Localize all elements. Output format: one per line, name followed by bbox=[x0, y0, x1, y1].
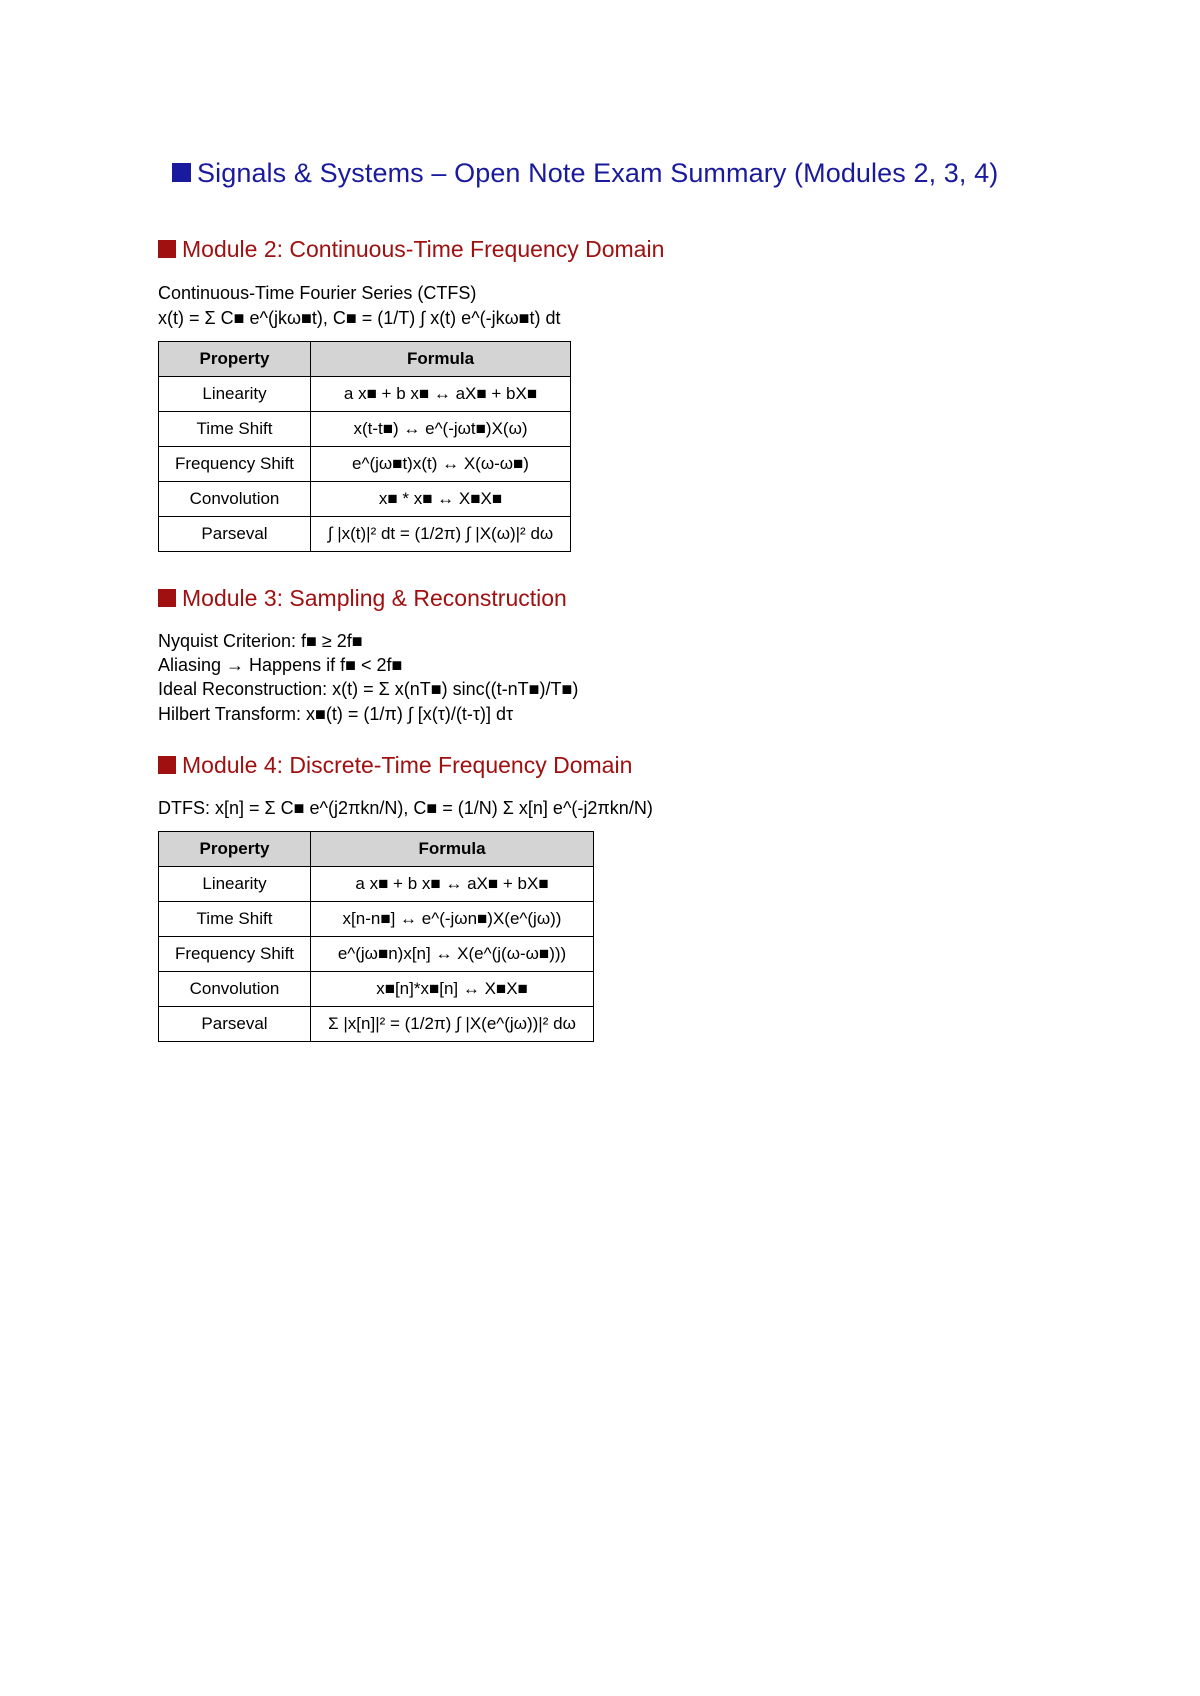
formula-cell: x(t-t■) ↔ e^(-jωt■)X(ω) bbox=[311, 412, 571, 447]
page-title bbox=[172, 158, 998, 189]
ctfs-formula: x(t) = Σ C■ e^(jkω■t), C■ = (1/T) ∫ x(t) e^(-jkω■t) dt bbox=[158, 308, 561, 328]
table-row bbox=[159, 447, 571, 482]
formula-cell: x■[n]*x■[n] ↔ X■X■ bbox=[311, 972, 594, 1007]
nyquist-line: Nyquist Criterion: f■ ≥ 2f■ bbox=[158, 631, 363, 651]
formula-cell: a x■ + b x■ ↔ aX■ + bX■ bbox=[311, 377, 571, 412]
square-bullet-icon bbox=[172, 163, 191, 182]
column-header-formula: Formula bbox=[311, 832, 594, 867]
table-row bbox=[159, 902, 594, 937]
module-3-heading bbox=[158, 585, 567, 612]
dtfs-formula: DTFS: x[n] = Σ C■ e^(j2πkn/N), C■ = (1/N) Σ x[n] e^(-j2πkn/N) bbox=[158, 798, 653, 818]
reconstruction-line: Ideal Reconstruction: x(t) = Σ x(nT■) sinc((t-nT■)/T■) bbox=[158, 679, 579, 699]
module-2-heading bbox=[158, 236, 664, 263]
column-header-property: Property bbox=[159, 832, 311, 867]
table-row bbox=[159, 867, 594, 902]
column-header-formula: Formula bbox=[311, 342, 571, 377]
aliasing-line: Aliasing → Happens if f■ < 2f■ bbox=[158, 655, 403, 675]
property-cell: Linearity bbox=[159, 377, 311, 412]
table-row bbox=[159, 482, 571, 517]
table-row bbox=[159, 1007, 594, 1042]
property-cell: Convolution bbox=[159, 482, 311, 517]
module-4-heading bbox=[158, 752, 632, 779]
table-header-row bbox=[159, 342, 571, 377]
property-cell: Parseval bbox=[159, 517, 311, 552]
property-cell: Frequency Shift bbox=[159, 447, 311, 482]
hilbert-line: Hilbert Transform: x■(t) = (1/π) ∫ [x(τ)/(t-τ)] dτ bbox=[158, 704, 514, 724]
formula-cell: e^(jω■n)x[n] ↔ X(e^(j(ω-ω■))) bbox=[311, 937, 594, 972]
square-bullet-icon bbox=[158, 756, 176, 774]
table-row bbox=[159, 972, 594, 1007]
table-row bbox=[159, 412, 571, 447]
module-4-properties-table bbox=[158, 831, 594, 1042]
property-cell: Linearity bbox=[159, 867, 311, 902]
formula-cell: a x■ + b x■ ↔ aX■ + bX■ bbox=[311, 867, 594, 902]
table-row bbox=[159, 377, 571, 412]
property-cell: Frequency Shift bbox=[159, 937, 311, 972]
page-title-text: Signals & Systems – Open Note Exam Summary (Modules 2, 3, 4) bbox=[197, 158, 999, 188]
module-2-properties-table bbox=[158, 341, 571, 552]
table-row bbox=[159, 937, 594, 972]
module-3-heading-text: Module 3: Sampling & Reconstruction bbox=[182, 585, 567, 611]
table-header-row bbox=[159, 832, 594, 867]
formula-cell: x■ * x■ ↔ X■X■ bbox=[311, 482, 571, 517]
property-cell: Parseval bbox=[159, 1007, 311, 1042]
property-cell: Time Shift bbox=[159, 412, 311, 447]
property-cell: Time Shift bbox=[159, 902, 311, 937]
formula-cell: Σ |x[n]|² = (1/2π) ∫ |X(e^(jω))|² dω bbox=[311, 1007, 594, 1042]
property-cell: Convolution bbox=[159, 972, 311, 1007]
square-bullet-icon bbox=[158, 240, 176, 258]
formula-cell: e^(jω■t)x(t) ↔ X(ω-ω■) bbox=[311, 447, 571, 482]
column-header-property: Property bbox=[159, 342, 311, 377]
formula-cell: ∫ |x(t)|² dt = (1/2π) ∫ |X(ω)|² dω bbox=[311, 517, 571, 552]
module-2-heading-text: Module 2: Continuous-Time Frequency Domain bbox=[182, 236, 665, 262]
formula-cell: x[n-n■] ↔ e^(-jωn■)X(e^(jω)) bbox=[311, 902, 594, 937]
module-4-heading-text: Module 4: Discrete-Time Frequency Domain bbox=[182, 752, 633, 778]
table-row bbox=[159, 517, 571, 552]
ctfs-subtitle: Continuous-Time Fourier Series (CTFS) bbox=[158, 283, 477, 303]
square-bullet-icon bbox=[158, 589, 176, 607]
